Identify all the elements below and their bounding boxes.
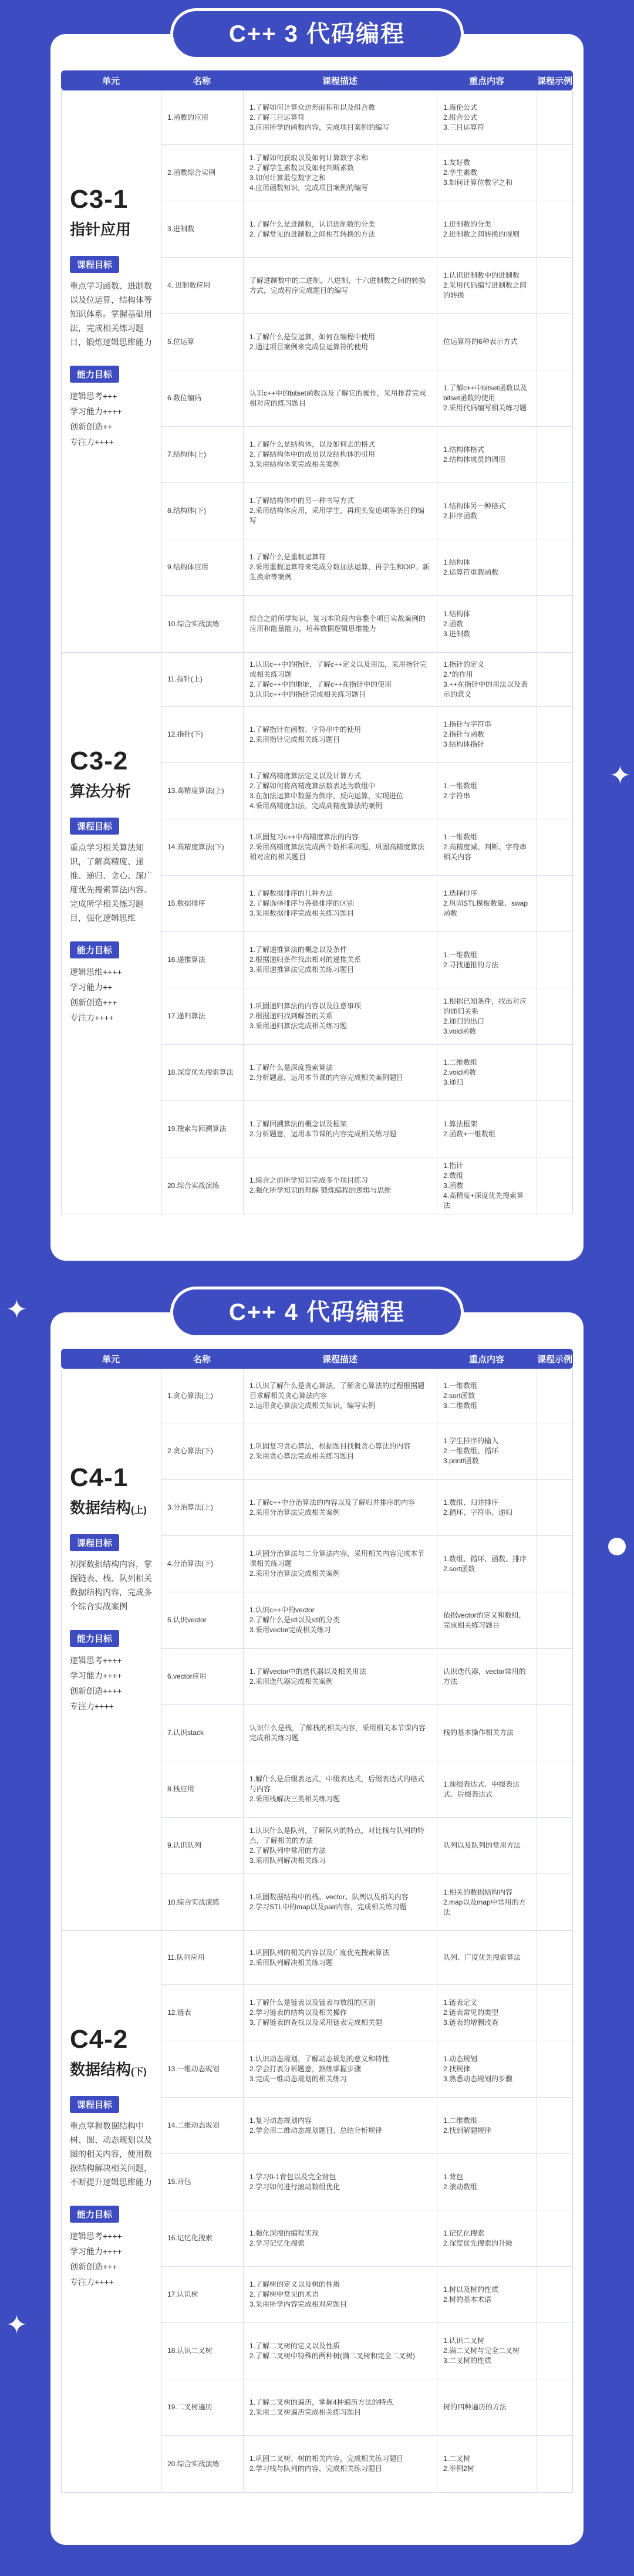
unit-title (70, 218, 154, 239)
lesson-row (161, 1592, 572, 1649)
lesson-row (161, 1705, 572, 1761)
lesson-key-points: 依据vector的定义和数组，完成相关练习题目 (437, 1592, 537, 1648)
lesson-description: 1.认识什么是队列，了解队列的特点，对比栈与队列的特点，了解相关的方法 2.了解队列中常用的方法 3.采用队列解决相关练习 (244, 1818, 437, 1873)
lesson-description: 1.了解数据排序的几种方法 2.了解选择排序与各插排序的区别 3.采用数据排序完成相关练习题目 (244, 876, 437, 931)
lesson-description: 1.了解什么是深度搜索算法 2.分析题意，运用本节课的内容完成相关案例题目 (244, 1045, 437, 1100)
lesson-key-points: 1.选择排序 2.巩固STL模板数量、swap函数 (437, 876, 537, 931)
lesson-key-points: 1.指针 2.数组 3.函数 4.高精度+深度优先搜索算法 (437, 1157, 537, 1214)
lesson-name: 13.高精度算法(上) (161, 763, 244, 819)
ability-item: 逻辑思维++++ (70, 967, 122, 977)
lesson-row (161, 483, 572, 539)
card-title: C++ 3 代码编程 (170, 8, 464, 60)
lesson-description: 1.了解什么是重载运算符 2.采用重载运算符来完成分数加法运算，再学生和OIP。新生换命等案例 (244, 539, 437, 595)
goal-text: 初探数据结构内容，掌握链表、栈、队列相关数据结构内容，完成多个综合实战案例 (70, 1559, 152, 1611)
circle-decoration (608, 1538, 626, 1555)
lesson-example (537, 314, 572, 370)
lesson-description: 1.巩固复习c++中高精度算法的内容 2.采用高精度算法完成两个数相乘问题，巩固高精度算法相对应的相关题目 (244, 819, 437, 875)
lesson-row (161, 2041, 572, 2098)
lesson-name: 14.二维动态规划 (161, 2098, 244, 2153)
lesson-name: 3.分治算法(上) (161, 1480, 244, 1535)
column-header-example: 课程示例 (537, 1354, 572, 1365)
lesson-row (161, 876, 572, 932)
goal-badge: 课程目标 (70, 818, 119, 835)
lesson-example (537, 876, 572, 931)
lesson-example (537, 2098, 572, 2153)
ability-item: 创新创造++ (70, 422, 113, 431)
lesson-key-points: 1.海伦公式 2.组合公式 3.三目运算符 (437, 91, 537, 144)
lesson-name: 1.函数的应用 (161, 91, 244, 144)
course-table (61, 1369, 573, 2493)
lesson-name: 16.递推算法 (161, 932, 244, 988)
lesson-row (161, 370, 572, 427)
lesson-description: 1.学习0-1背包以及完全背包 2.学习如何进行滚动数组优化 (244, 2154, 437, 2210)
lesson-description: 1.了解二叉树的定义以及性质 2.了解二叉树中特殊的两种树(满二叉树和完全二叉树) (244, 2323, 437, 2379)
ability-list (70, 2229, 154, 2290)
ability-badge: 能力目标 (70, 1630, 119, 1647)
lesson-example (537, 2154, 572, 2210)
lesson-key-points: 1.二叉树 2.举例2树 (437, 2436, 537, 2492)
lesson-name: 5.认识vector (161, 1592, 244, 1648)
lesson-row (161, 1985, 572, 2041)
lesson-description: 1.了解什么是链表以及链表与数组的区别 2.学习链表的结构以及相关操作 3.了解链表的查找以及采用链表完成相关题 (244, 1985, 437, 2041)
lesson-example (537, 1369, 572, 1423)
lesson-description: 1.了解c++中分治算法的内容以及了解归并排序的内容 2.采用分治算法完成相关案例 (244, 1480, 437, 1535)
lesson-name: 6.vector应用 (161, 1649, 244, 1704)
unit-title (70, 1496, 154, 1518)
unit-name: 数据结构 (70, 2061, 131, 2078)
lesson-rows (161, 91, 572, 652)
lesson-name: 18.认识二叉树 (161, 2323, 244, 2379)
lesson-key-points: 1.相关的数据结构内容 2.map以及map中常用的方法 (437, 1874, 537, 1930)
lesson-row (161, 1369, 572, 1423)
ability-list (70, 1653, 154, 1714)
lesson-name: 11.指针(上) (161, 653, 244, 706)
unit-code: C3-1 (70, 185, 129, 214)
lesson-name: 12.链表 (161, 1985, 244, 2041)
lesson-name: 8.结构体(下) (161, 483, 244, 539)
lesson-row (161, 2267, 572, 2323)
lesson-example (537, 707, 572, 762)
lesson-key-points: 1.记忆化搜索 2.深度优先搜索的升级 (437, 2210, 537, 2266)
lesson-name: 7.结构体(上) (161, 427, 244, 482)
lesson-row (161, 258, 572, 314)
lesson-row (161, 145, 572, 201)
lesson-example (537, 1761, 572, 1817)
lesson-description: 1.了解结构体中的另一种书写方式 2.采用结构体应用，采用学生，再现头发追项等条目的编写 (244, 483, 437, 539)
lesson-row (161, 932, 572, 988)
lesson-example (537, 2041, 572, 2097)
lesson-row (161, 707, 572, 763)
lesson-description: 1.了解如何获取以及如何计算数字求和 2.了解学生素数以及如何判断素数 3.如何计算最位数字之和 4.应用函数知识，完成项目案例的编写 (244, 145, 437, 201)
unit-group (62, 1930, 572, 2492)
lesson-name: 13.一维动态规划 (161, 2041, 244, 2097)
lesson-name: 6.数位编码 (161, 370, 244, 426)
lesson-key-points: 1.一维数组 2.高精度减、判断、字符串相关内容 (437, 819, 537, 875)
lesson-row (161, 1931, 572, 1985)
sparkle-icon: ✦ (609, 761, 631, 790)
lesson-example (537, 539, 572, 595)
lesson-example (537, 1536, 572, 1592)
lesson-row (161, 2210, 572, 2267)
lesson-name: 15.背包 (161, 2154, 244, 2210)
lesson-key-points: 1.一维数组 2.sort函数 3.二维数组 (437, 1369, 537, 1423)
lesson-example (537, 2267, 572, 2322)
lesson-example (537, 2436, 572, 2492)
unit-name: 数据结构 (70, 1499, 131, 1517)
lesson-row (161, 539, 572, 596)
lesson-row (161, 2098, 572, 2154)
lesson-example (537, 596, 572, 652)
lesson-description: 认识c++中的bitset函数以及了解它的操作，采用推荐完成相对应的练习题目 (244, 370, 437, 426)
lesson-description: 了解进制数中的二进制，八进制，十六进制数之间的转换方式，完成程序完成题目的编写 (244, 258, 437, 313)
ability-item: 学习能力++++ (70, 407, 122, 416)
lesson-description: 1.巩固分治算法与二分算法内容，采用相关内容完成本节课相关练习题 2.采用分治算法完成相关案例 (244, 1536, 437, 1592)
lesson-row (161, 201, 572, 258)
lesson-row (161, 819, 572, 876)
lesson-key-points: 队列、广度优先搜索算法 (437, 1931, 537, 1984)
lesson-example (537, 201, 572, 257)
ability-list (70, 964, 154, 1025)
lesson-name: 18.深度优先搜索算法 (161, 1045, 244, 1100)
lesson-description: 1.认识c++中的指针，了解c++定义以及用法，采用指针完成相关练习题 2.了解c++中的地址，了解c++在指针中的使用 3.认识c++中的指针完成相关练习题目 (244, 653, 437, 706)
lesson-description: 认识什么是栈，了解栈的相关内容，采用相关本节课内容完成相关练习题 (244, 1705, 437, 1761)
lesson-key-points: 1.指针的定义 2.*的作用 3.++在指针中的用法以及表示的意义 (437, 653, 537, 706)
lesson-key-points: 1.一维数组 2.字符串 (437, 763, 537, 819)
ability-badge: 能力目标 (70, 941, 119, 958)
lesson-key-points: 1.结构体 2.函数 3.进制数 (437, 596, 537, 652)
lesson-description: 1.了解二叉树的遍历，掌握4种遍历方法的特点 2.采用二叉树遍历完成相关练习题目 (244, 2379, 437, 2435)
lesson-description: 1.解什么是后缀表达式，中缀表达式，后缀表达式的格式与内容 2.采用栈解决三类相关练习题 (244, 1761, 437, 1817)
lesson-row (161, 427, 572, 483)
lesson-description: 1.了解什么是位运算，如何在编程中使用 2.通过项目案例来完成位运算符的使用 (244, 314, 437, 370)
lesson-name: 19.搜索与回溯算法 (161, 1101, 244, 1157)
lesson-example (537, 2379, 572, 2435)
lesson-key-points: 树的四种遍历的方法 (437, 2379, 537, 2435)
lesson-row (161, 1045, 572, 1101)
lesson-name: 4. 进制数应用 (161, 258, 244, 313)
course-table (61, 90, 573, 1214)
table-header (61, 1349, 573, 1369)
lesson-name: 15.数据排序 (161, 876, 244, 931)
ability-list (70, 389, 154, 450)
lesson-example (537, 1705, 572, 1761)
lesson-key-points: 1.认识进制数中的进制数 2.采用代码编写进制数之间的转换 (437, 258, 537, 313)
column-header-name: 名称 (193, 76, 211, 86)
lesson-description: 1.了解高精度算法定义以及计算方式 2.了解如何将高精度算法数表达为数组中 3.在加法运算中数据为倒序，反向运算，实现进位 4.采用高精度加法，完成高精度算法的案例 (244, 763, 437, 819)
lesson-example (537, 1592, 572, 1648)
ability-item: 逻辑思考++++ (70, 1656, 122, 1665)
ability-item: 创新创造+++ (70, 2262, 117, 2271)
lesson-example (537, 1101, 572, 1157)
lesson-example (537, 1480, 572, 1535)
lesson-row (161, 1536, 572, 1592)
lesson-example (537, 988, 572, 1044)
lesson-name: 1.贪心算法(上) (161, 1369, 244, 1423)
lesson-example (537, 819, 572, 875)
unit-cell (62, 91, 161, 652)
lesson-row (161, 314, 572, 370)
column-header-key: 重点内容 (468, 1354, 504, 1365)
table-header (61, 70, 573, 90)
lesson-description: 1.巩固递归算法的内容以及注意事项 2.根据递归找到解答的关系 3.采用递归算法完成相关练习题 (244, 988, 437, 1044)
lesson-key-points: 1.进制数的分类 2.进制数之间转换的规则 (437, 201, 537, 257)
lesson-description: 综合之前所学知识，复习本阶段内容整个项目实战案例的应用和能量能力，培养数据逻辑思维能力 (244, 596, 437, 652)
lesson-description: 1.巩固二叉树、树的相关内容，完成相关练习题目 2.学习栈与队列的内容，完成相关练习题目 (244, 2436, 437, 2492)
lesson-row (161, 1101, 572, 1157)
lesson-name: 7.认识stack (161, 1705, 244, 1761)
lesson-example (537, 1423, 572, 1479)
lesson-name: 14.高精度算法(下) (161, 819, 244, 875)
ability-item: 逻辑思考++++ (70, 2231, 122, 2241)
goal-badge: 课程目标 (70, 2096, 119, 2113)
lesson-description: 1.了解什么是结构体，以及如何去的格式 2.了解结构体中的成员以及结构体的引用 3.采用结构体来完成相关案例 (244, 427, 437, 482)
unit-name: 算法分析 (70, 782, 131, 800)
lesson-example (537, 427, 572, 482)
lesson-key-points: 1.链表定义 2.链表常见的类型 3.链表的增删改查 (437, 1985, 537, 2041)
lesson-key-points: 1.数组、循环、函数、排序 2.sort函数 (437, 1536, 537, 1592)
lesson-name: 10.综合实战演练 (161, 596, 244, 652)
lesson-name: 10.综合实战演练 (161, 1874, 244, 1930)
lesson-row (161, 2379, 572, 2436)
column-header-key: 重点内容 (468, 76, 504, 86)
lesson-example (537, 483, 572, 539)
lesson-example (537, 763, 572, 819)
unit-group (62, 1369, 572, 1930)
lesson-example (537, 1649, 572, 1704)
lesson-example (537, 370, 572, 426)
lesson-name: 17.递归算法 (161, 988, 244, 1044)
lesson-example (537, 1157, 572, 1214)
goal-text: 重点学习相关算法知识，了解高精度、递推、递归、贪心、深广度优先搜索算法内容。完成所学相关练习题目，强化逻辑思维 (70, 843, 152, 923)
lesson-name: 19.二叉树遍历 (161, 2379, 244, 2435)
unit-name-suffix: (上) (131, 1505, 147, 1515)
lesson-example (537, 932, 572, 988)
unit-title (70, 2058, 154, 2079)
lesson-row (161, 1874, 572, 1930)
lesson-name: 17.认识树 (161, 2267, 244, 2322)
unit-cell (62, 1931, 161, 2492)
column-header-unit: 单元 (102, 1354, 120, 1365)
lesson-key-points: 1.结构体另一种格式 2.排序函数 (437, 483, 537, 539)
lesson-key-points: 1.数组、归并排序 2.循环、字符串、递归 (437, 1480, 537, 1535)
goal-badge: 课程目标 (70, 256, 119, 273)
lesson-key-points: 1.结构体格式 2.结构体成员的调用 (437, 427, 537, 482)
column-header-desc: 课程描述 (322, 1354, 358, 1365)
lesson-description: 1.认识了解什么是贪心算法，了解贪心算法的过程根据题目求解相关贪心算法内容 2.运用贪心算法完成相关知识，编写实例 (244, 1369, 437, 1423)
lesson-key-points: 1.指针与字符串 2.指针与函数 3.结构体指针 (437, 707, 537, 762)
unit-code: C4-2 (70, 2025, 129, 2054)
lesson-key-points: 1.算法框架 2.函数+一维数组 (437, 1101, 537, 1157)
lesson-description: 1.认识动态规划，了解动态规划的意义和特性 2.学会打表分析题意，熟练掌握步骤 3.完成一维动态规划的相关练习 (244, 2041, 437, 2097)
column-header-desc: 课程描述 (322, 76, 358, 86)
goal-badge: 课程目标 (70, 1534, 119, 1551)
lesson-key-points: 位运算符的6种表示方式 (437, 314, 537, 370)
lesson-key-points: 1.一维数组 2.寻找递推的方法 (437, 932, 537, 988)
lesson-name: 20.综合实战演练 (161, 1157, 244, 1214)
lesson-key-points: 1.前缀表达式、中缀表达式、后缀表达式 (437, 1761, 537, 1817)
lesson-key-points: 1.二维数组 2.找到解题规律 (437, 2098, 537, 2153)
lesson-key-points: 1.结构体 2.运算符重载函数 (437, 539, 537, 595)
ability-item: 专注力++++ (70, 437, 114, 447)
lesson-description: 1.复习动态规划内容 2.学会用二维动态规划题目、总结分析规律 (244, 2098, 437, 2153)
lesson-row (161, 1761, 572, 1818)
lesson-row (161, 653, 572, 707)
lesson-name: 2.贪心算法(下) (161, 1423, 244, 1479)
lesson-name: 2.函数综合实例 (161, 145, 244, 201)
lesson-key-points: 1.背包 2.滚动数组 (437, 2154, 537, 2210)
lesson-key-points: 1.学生排序的输入 2.一维数组、循环 3.printf函数 (437, 1423, 537, 1479)
lesson-key-points: 1.动态规划 2.找规律 3.熟悉动态规划的步骤 (437, 2041, 537, 2097)
lesson-row (161, 2154, 572, 2210)
ability-item: 逻辑思考+++ (70, 391, 117, 401)
sparkle-icon: ✦ (6, 1295, 28, 1324)
lesson-description: 1.巩固复习贪心算法，根据题目找概贪心算法的内容 2.采用贪心算法完成相关练习题目 (244, 1423, 437, 1479)
ability-item: 学习能力++ (70, 983, 113, 992)
lesson-key-points: 认识迭代器，vector常用的方法 (437, 1649, 537, 1704)
card-title: C++ 4 代码编程 (170, 1287, 464, 1338)
lesson-description: 1.强化深搜的编程实现 2.学习记忆化搜索 (244, 2210, 437, 2266)
lesson-description: 1.巩固数据结构中的栈、vector、队列以及相关内容 2.学习STL中的map以及pair内容，完成相关练习题 (244, 1874, 437, 1930)
lesson-description: 1.了解回溯算法的概念以及框架 2.分析题意，运用本节课的内容完成相关练习题 (244, 1101, 437, 1157)
lesson-row (161, 1649, 572, 1705)
lesson-key-points: 1.根据已知条件，找出对应的递归关系 2.递归的出口 3.void函数 (437, 988, 537, 1044)
lesson-example (537, 653, 572, 706)
lesson-row (161, 2436, 572, 2492)
unit-group (62, 652, 572, 1214)
unit-name: 指针应用 (70, 221, 131, 238)
lesson-row (161, 1480, 572, 1536)
lesson-description: 1.了解递推算法的概念以及条件 2.根据递归条件找出相对的递推关系 3.采用递推算法完成相关练习题目 (244, 932, 437, 988)
lesson-rows (161, 1931, 572, 2492)
lesson-description: 1.了解什么是进制数，认识进制数的分类 2.了解常见的进制数之间相互转换的方法 (244, 201, 437, 257)
lesson-row (161, 1157, 572, 1214)
course-card-cpp3 (50, 21, 584, 1261)
lesson-example (537, 1985, 572, 2041)
unit-code: C4-1 (70, 1463, 129, 1492)
lesson-row (161, 988, 572, 1045)
unit-code: C3-2 (70, 747, 129, 775)
lesson-description: 1.了解vector中的迭代器以及相关用法 2.采用迭代器完成相关案例 (244, 1649, 437, 1704)
lesson-name: 9.结构体应用 (161, 539, 244, 595)
goal-text: 重点掌握数据结构中树、图、动态规划以及图的相关内容，使用数据结构解决相关问题，不断提升逻辑思维能力 (70, 2121, 152, 2187)
lesson-description: 1.巩固队列的相关内容以及广度优先搜索算法 2.采用队列解决相关练习题 (244, 1931, 437, 1984)
lesson-name: 16.记忆化搜索 (161, 2210, 244, 2266)
sparkle-icon: ✦ (6, 2311, 28, 2339)
lesson-example (537, 145, 572, 201)
lesson-row (161, 763, 572, 819)
ability-item: 专注力++++ (70, 2277, 114, 2287)
lesson-row (161, 91, 572, 145)
lesson-name: 5.位运算 (161, 314, 244, 370)
lesson-description: 1.综合之前所学知识完成多个项目练习 2.强化所学知识的理解 锻炼编程的逻辑与思维 (244, 1157, 437, 1214)
ability-item: 学习能力++++ (70, 1671, 122, 1680)
lesson-name: 4.分治算法(下) (161, 1536, 244, 1592)
lesson-rows (161, 653, 572, 1214)
lesson-example (537, 2210, 572, 2266)
ability-item: 专注力++++ (70, 1013, 114, 1022)
lesson-example (537, 91, 572, 144)
lesson-row (161, 596, 572, 652)
lesson-key-points: 队列以及队列的常用方法 (437, 1818, 537, 1873)
lesson-description: 1.认识c++中的vector 2.了解什么是stl以及stl的分类 3.采用vector完成相关练习 (244, 1592, 437, 1648)
goal-text: 重点学习函数、进制数以及位运算，结构体等知识体系。掌握基础用法，完成相关练习题目，锻炼逻辑思维能力 (70, 281, 152, 347)
lesson-description: 1.了解树的定义以及树的性质 2.了解树中常见的术语 3.采用所学内容完成相对应题目 (244, 2267, 437, 2322)
lesson-key-points: 1.了解c++中bitset函数以及bitset函数的使用 2.采用代码编写相关练习题 (437, 370, 537, 426)
unit-group (62, 90, 572, 652)
unit-cell (62, 653, 161, 1214)
lesson-name: 11.队列应用 (161, 1931, 244, 1984)
lesson-name: 12.指针(下) (161, 707, 244, 762)
lesson-key-points: 1.友好数 2.孪生素数 3.如何计算位数字之和 (437, 145, 537, 201)
ability-badge: 能力目标 (70, 2206, 119, 2223)
lesson-row (161, 1818, 572, 1874)
lesson-row (161, 1423, 572, 1480)
unit-name-suffix: (下) (131, 2067, 147, 2077)
column-header-example: 课程示例 (537, 76, 572, 86)
ability-item: 创新创造++++ (70, 1686, 122, 1696)
lesson-name: 8.栈应用 (161, 1761, 244, 1817)
lesson-name: 20.综合实战演练 (161, 2436, 244, 2492)
lesson-name: 9.认识队列 (161, 1818, 244, 1873)
column-header-name: 名称 (193, 1354, 211, 1365)
lesson-key-points: 栈的基本操作相关方法 (437, 1705, 537, 1761)
lesson-example (537, 258, 572, 313)
lesson-key-points: 1.认识二叉树 2.满二叉树与完全二叉树 3.二叉树的性质 (437, 2323, 537, 2379)
course-card-cpp4 (50, 1299, 584, 2545)
lesson-example (537, 2323, 572, 2379)
ability-item: 创新创造+++ (70, 998, 117, 1007)
ability-item: 学习能力++++ (70, 2247, 122, 2256)
lesson-example (537, 1045, 572, 1100)
lesson-description: 1.了解指针在函数、字符串中的使用 2.采用指针完成相关练习题目 (244, 707, 437, 762)
lesson-example (537, 1818, 572, 1873)
unit-cell (62, 1369, 161, 1930)
lesson-example (537, 1874, 572, 1930)
ability-item: 专注力++++ (70, 1701, 114, 1711)
lesson-description: 1.了解如何计算众边形面积和以及组合数 2.了解三目运算符 3.应用所学的函数内容，完成项目案例的编写 (244, 91, 437, 144)
unit-title (70, 779, 154, 801)
lesson-rows (161, 1369, 572, 1930)
lesson-name: 3.进制数 (161, 201, 244, 257)
ability-badge: 能力目标 (70, 366, 119, 383)
column-header-unit: 单元 (102, 76, 120, 86)
lesson-row (161, 2323, 572, 2379)
lesson-key-points: 1.二维数组 2.void函数 3.递归 (437, 1045, 537, 1100)
lesson-key-points: 1.树以及树的性质 2.树的基本术语 (437, 2267, 537, 2322)
lesson-example (537, 1931, 572, 1984)
